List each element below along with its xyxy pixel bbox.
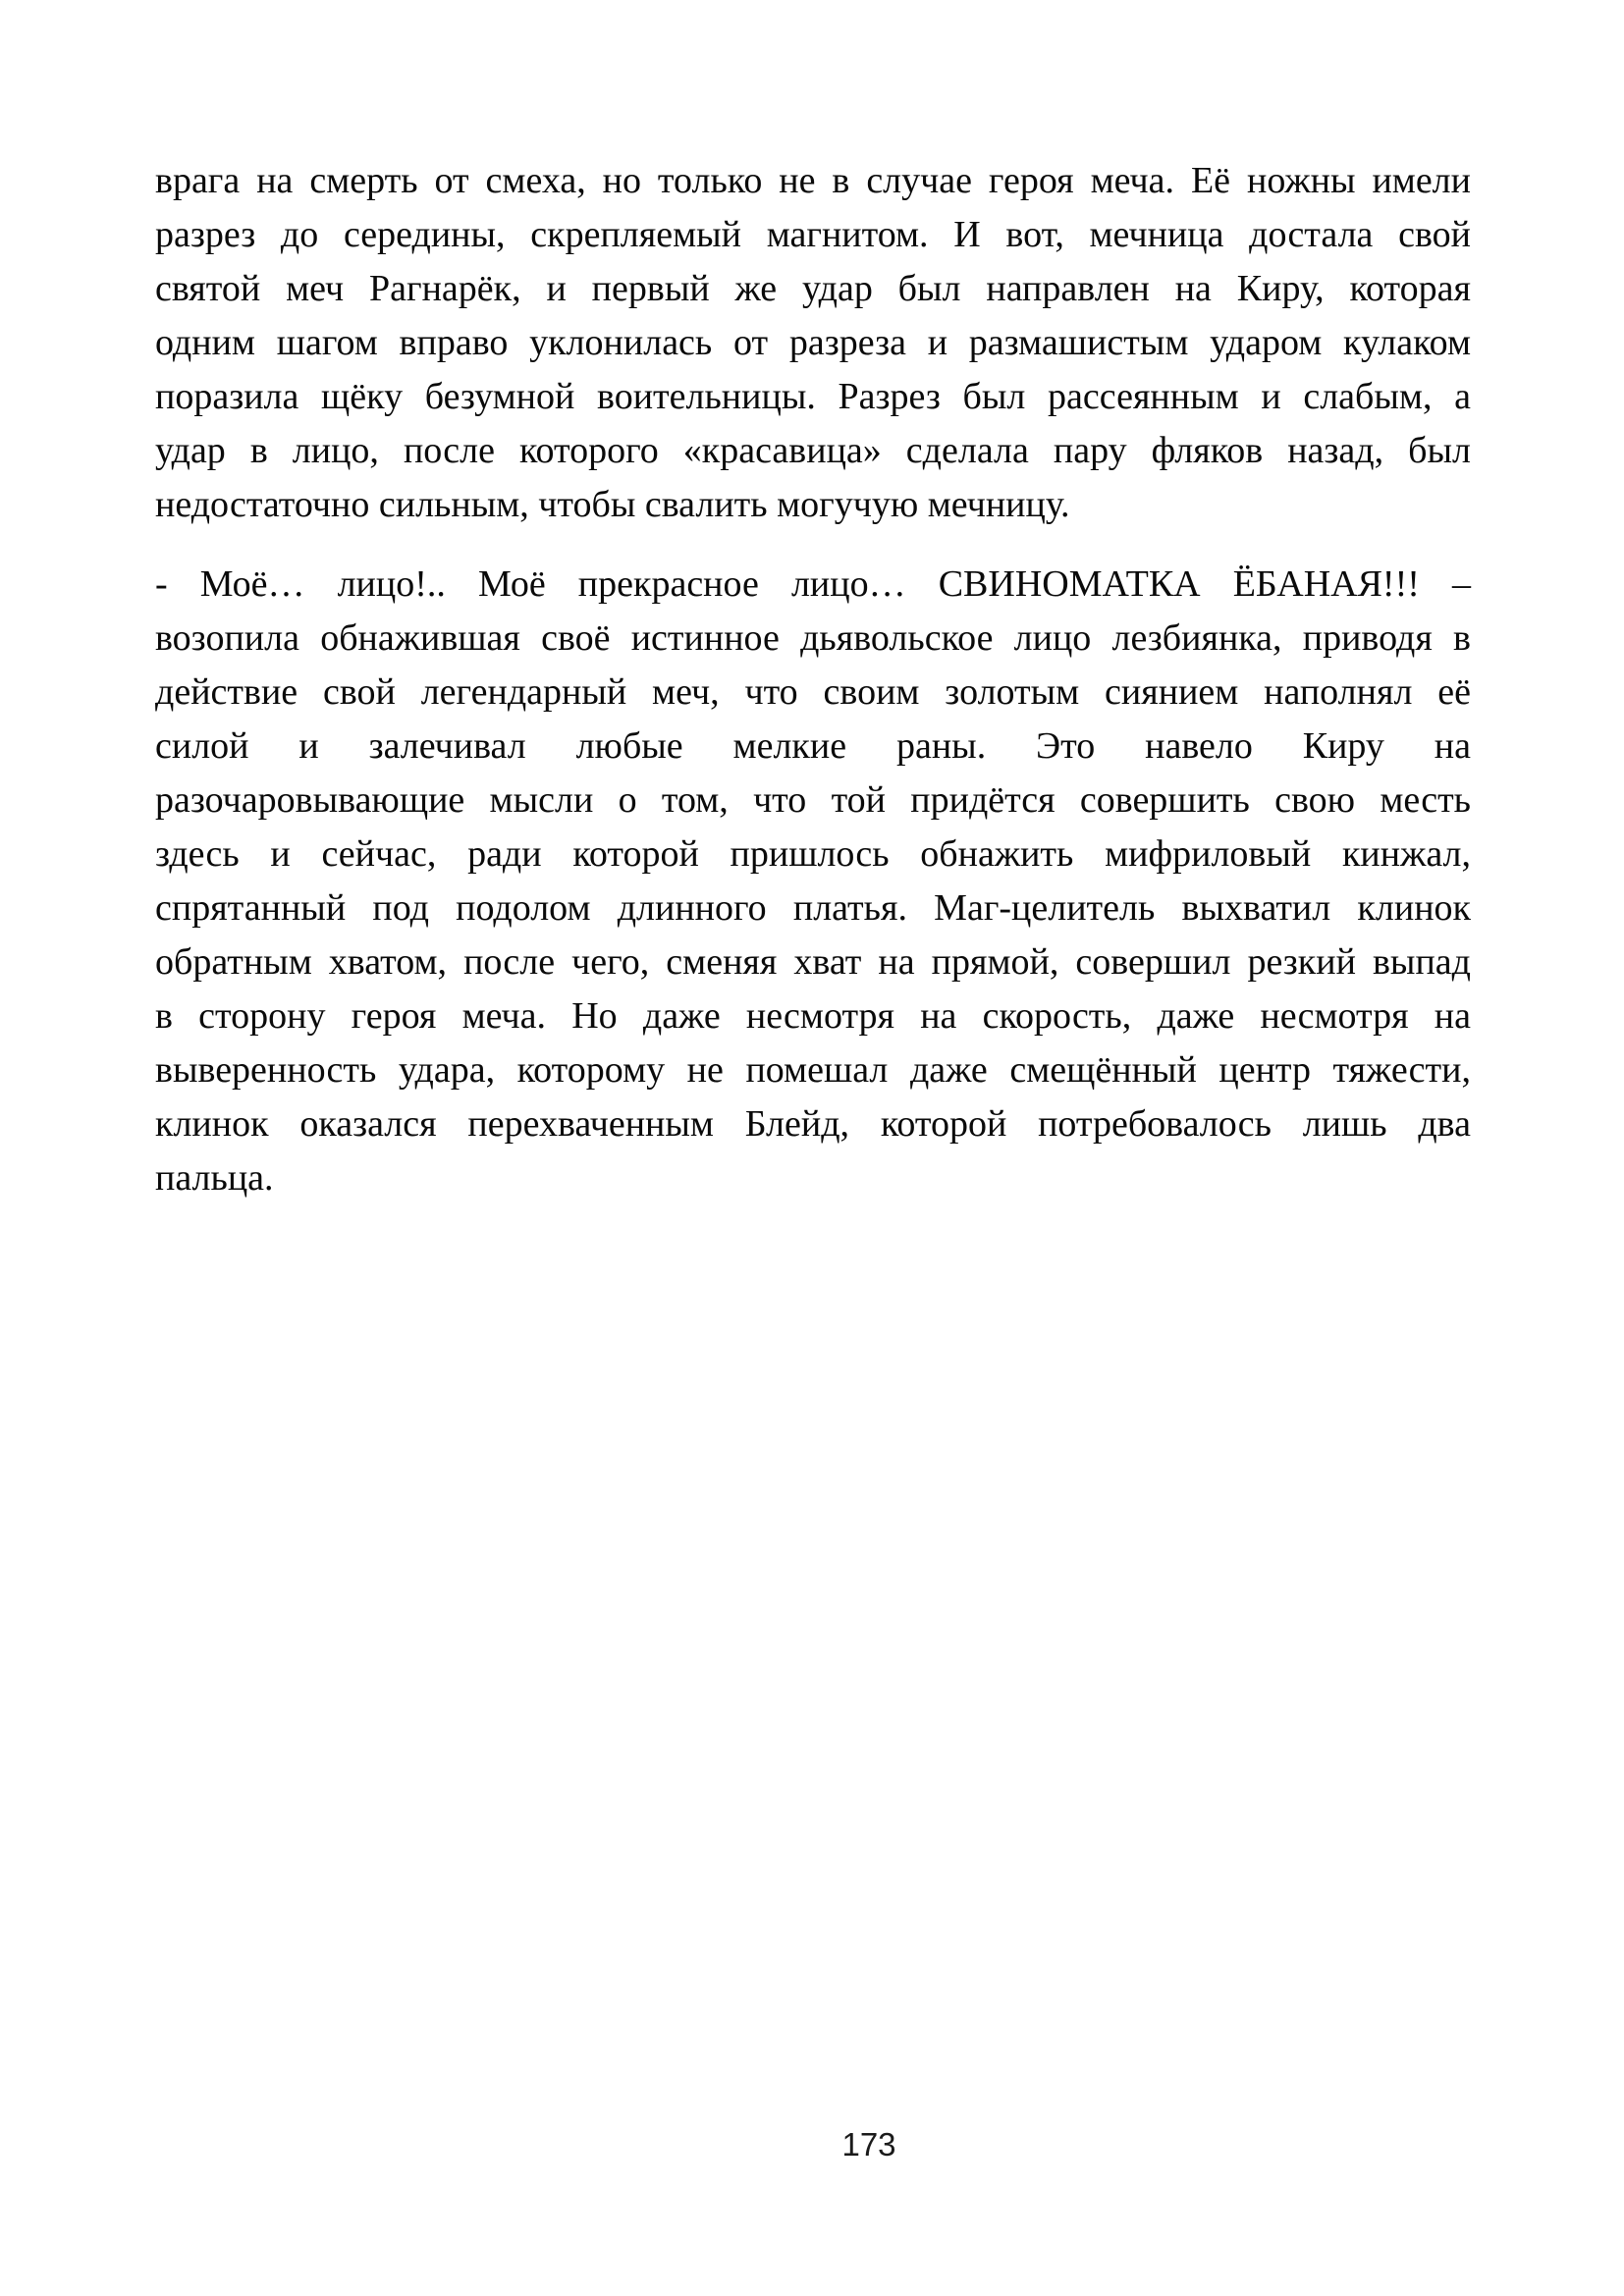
text-line: пальца. [155,1157,274,1199]
paragraph [155,154,1471,532]
text-line: недостаточно сильным, чтобы свалить могучую мечницу. [155,484,1070,525]
body-text [155,154,1471,1231]
text-line: здесь и сейчас, ради которой пришлось обнажить мифриловый кинжал, [155,833,1471,875]
text-line: разрез до середины, скрепляемый магнитом. И вот, мечница достала свой [155,214,1471,255]
text-line: возопила обнажившая своё истинное дьявольское лицо лезбиянка, приводя в [155,617,1471,659]
text-line: разочаровывающие мысли о том, что той придётся совершить свою месть [155,779,1471,821]
page-number-footer: 173 [841,2126,896,2163]
text-line: спрятанный под подолом длинного платья. Маг-целитель выхватил клинок [155,887,1471,929]
text-line: врага на смерть от смеха, но только не в случае героя меча. Её ножны имели [155,160,1471,201]
text-line: силой и залечивал любые мелкие раны. Это навело Киру на [155,725,1471,767]
text-line: в сторону героя меча. Но даже несмотря на скорость, даже несмотря на [155,995,1471,1037]
text-line: - Моё… лицо!.. Моё прекрасное лицо… СВИНОМАТКА ЁБАНАЯ!!! – [155,563,1471,605]
text-line: действие свой легендарный меч, что своим золотым сиянием наполнял её [155,671,1471,713]
text-line: одним шагом вправо уклонилась от разреза и размашистым ударом кулаком [155,322,1471,363]
text-line: клинок оказался перехваченным Блейд, которой потребовалось лишь два [155,1103,1471,1145]
text-line: выверенность удара, которому не помешал даже смещённый центр тяжести, [155,1049,1471,1091]
text-line: удар в лицо, после которого «красавица» сделала пару фляков назад, был [155,430,1471,471]
text-line: святой меч Рагнарёк, и первый же удар был направлен на Киру, которая [155,268,1471,309]
text-line: поразила щёку безумной воительницы. Разрез был рассеянным и слабым, а [155,376,1471,417]
text-line: обратным хватом, после чего, сменяя хват на прямой, совершил резкий выпад [155,941,1471,983]
paragraph [155,558,1471,1205]
